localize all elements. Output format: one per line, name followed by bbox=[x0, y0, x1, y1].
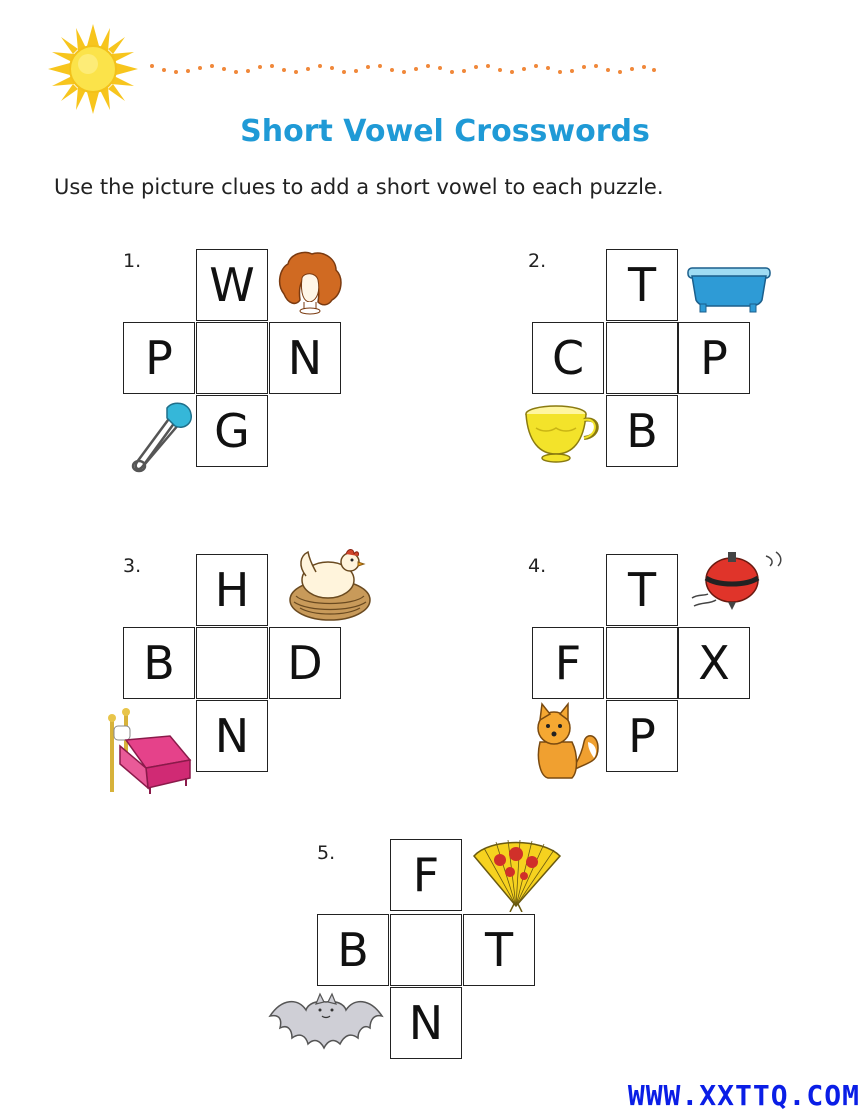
cell-bottom: P bbox=[606, 700, 678, 772]
instructions: Use the picture clues to add a short vowel to each puzzle. bbox=[54, 175, 664, 199]
puzzle-number: 5. bbox=[317, 842, 336, 864]
cell-center-blank[interactable] bbox=[606, 627, 678, 699]
bat-icon bbox=[266, 988, 386, 1060]
cell-top: T bbox=[606, 249, 678, 321]
tub-icon bbox=[684, 262, 774, 314]
cell-top: W bbox=[196, 249, 268, 321]
wig-icon bbox=[274, 250, 346, 316]
cell-left: B bbox=[317, 914, 389, 986]
cell-bottom: N bbox=[390, 987, 462, 1059]
fox-icon bbox=[526, 702, 602, 782]
cell-right: P bbox=[678, 322, 750, 394]
cell-top: F bbox=[390, 839, 462, 911]
cell-top: H bbox=[196, 554, 268, 626]
cell-bottom: N bbox=[196, 700, 268, 772]
cell-left: B bbox=[123, 627, 195, 699]
hen-icon bbox=[286, 536, 374, 624]
cell-right: N bbox=[269, 322, 341, 394]
page-title: Short Vowel Crosswords bbox=[240, 114, 650, 149]
puzzle-number: 1. bbox=[123, 250, 142, 272]
cell-center-blank[interactable] bbox=[390, 914, 462, 986]
cell-center-blank[interactable] bbox=[196, 322, 268, 394]
cell-bottom: B bbox=[606, 395, 678, 467]
puzzle-number: 3. bbox=[123, 555, 142, 577]
sun-icon bbox=[48, 24, 138, 114]
cup-icon bbox=[522, 402, 602, 466]
watermark: WWW.XXTTQ.COM bbox=[627, 1079, 860, 1112]
cell-right: X bbox=[678, 627, 750, 699]
bed-icon bbox=[106, 706, 194, 794]
dotted-line bbox=[148, 60, 658, 80]
puzzle-number: 4. bbox=[528, 555, 547, 577]
cell-bottom: G bbox=[196, 395, 268, 467]
puzzle-number: 2. bbox=[528, 250, 547, 272]
cell-top: T bbox=[606, 554, 678, 626]
cell-center-blank[interactable] bbox=[196, 627, 268, 699]
spinning-top-icon bbox=[688, 548, 788, 616]
cell-left: F bbox=[532, 627, 604, 699]
cell-right: D bbox=[269, 627, 341, 699]
cell-left: C bbox=[532, 322, 604, 394]
cell-left: P bbox=[123, 322, 195, 394]
cell-center-blank[interactable] bbox=[606, 322, 678, 394]
safety-pin-icon bbox=[127, 400, 195, 474]
cell-right: T bbox=[463, 914, 535, 986]
fan-icon bbox=[470, 834, 564, 912]
